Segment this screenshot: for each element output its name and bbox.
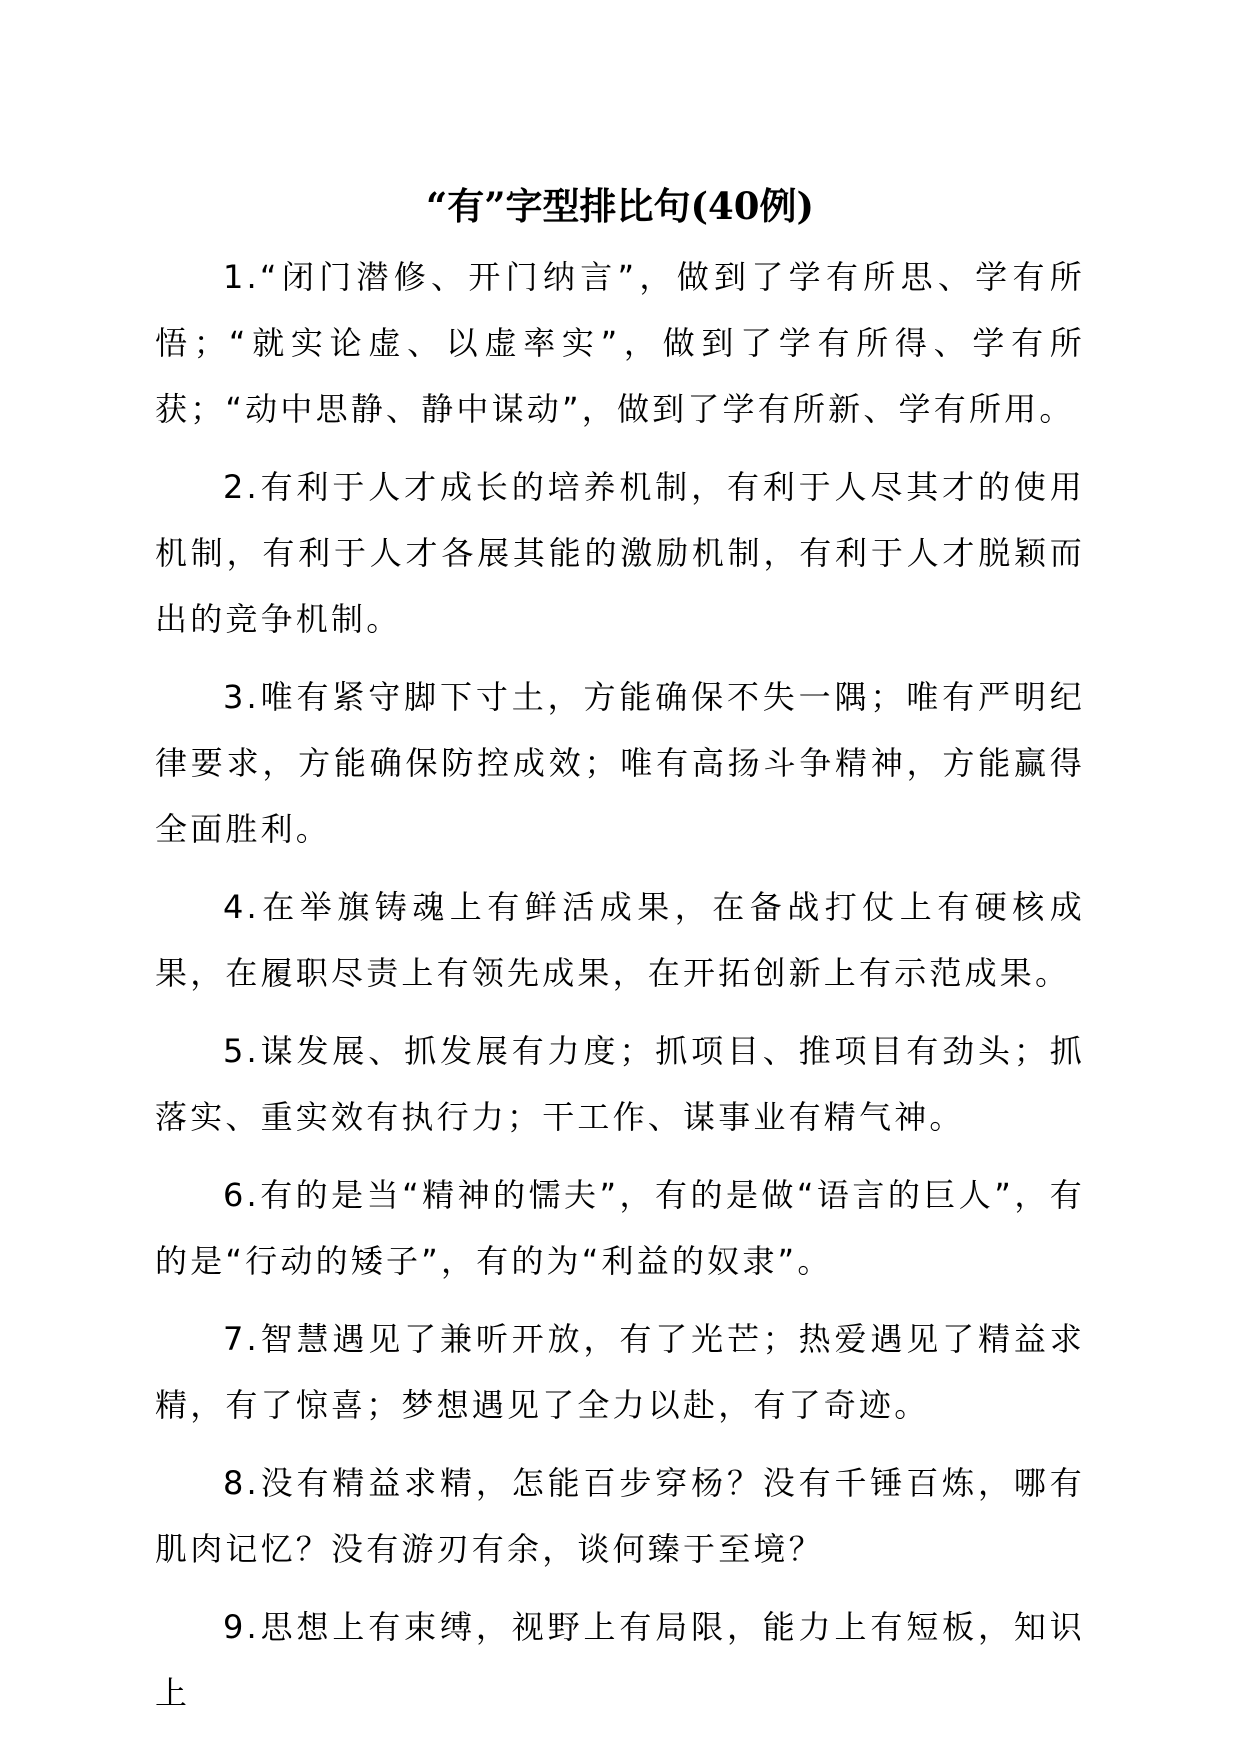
document-title: “有”字型排比句(40例)	[425, 184, 815, 228]
paragraph-7: 7.智慧遇见了兼听开放，有了光芒；热爱遇见了精益求精，有了惊喜；梦想遇见了全力以赴，有了奇迹。	[155, 1320, 1085, 1424]
paragraph-1: 1.“闭门潜修、开门纳言”，做到了学有所思、学有所悟；“就实论虚、以虚率实”，做到了学有所得、学有所获；“动中思静、静中谋动”，做到了学有所新、学有所用。	[155, 258, 1085, 428]
paragraph-4: 4.在举旗铸魂上有鲜活成果，在备战打仗上有硬核成果，在履职尽责上有领先成果，在开拓创新上有示范成果。	[155, 888, 1085, 992]
paragraph-5: 5.谋发展、抓发展有力度；抓项目、推项目有劲头；抓落实、重实效有执行力；干工作、谋事业有精气神。	[155, 1032, 1085, 1136]
document-page	[155, 180, 1085, 1726]
paragraph-8: 8.没有精益求精，怎能百步穿杨？没有千锤百炼，哪有肌肉记忆？没有游刃有余，谈何臻于至境？	[155, 1464, 1085, 1568]
paragraph-3: 3.唯有紧守脚下寸土，方能确保不失一隅；唯有严明纪律要求，方能确保防控成效；唯有高扬斗争精神，方能赢得全面胜利。	[155, 678, 1085, 848]
paragraph-9: 9.思想上有束缚，视野上有局限，能力上有短板，知识上	[155, 1608, 1085, 1712]
paragraph-2: 2.有利于人才成长的培养机制，有利于人尽其才的使用机制，有利于人才各展其能的激励机制，有利于人才脱颖而出的竞争机制。	[155, 468, 1085, 638]
paragraph-6: 6.有的是当“精神的懦夫”，有的是做“语言的巨人”，有的是“行动的矮子”，有的为“利益的奴隶”。	[155, 1176, 1085, 1280]
